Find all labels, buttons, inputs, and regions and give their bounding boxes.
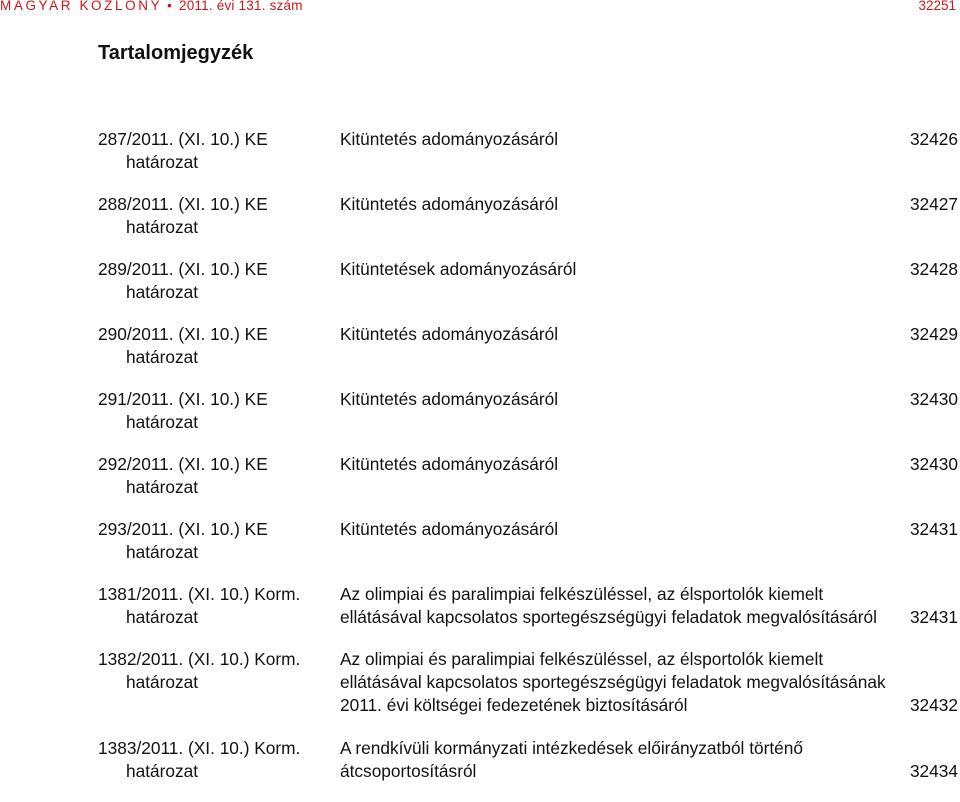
toc-entry[interactable] (0, 193, 960, 239)
entry-page[interactable]: 32430 (909, 389, 958, 409)
entry-type: határozat (126, 282, 199, 302)
entry-title[interactable]: Az olimpiai és paralimpiai felkészüléssel, az élsportolók kiemelt ellátásával kapcsolatos sportegészségügyi feladatok megvalósításáról (340, 584, 877, 627)
entry-title[interactable]: Kitüntetések adományozásáról (340, 259, 577, 279)
entry-page[interactable]: 32428 (909, 259, 958, 279)
entry-number: 293/2011. (XI. 10.) KE (98, 519, 268, 539)
page-header (0, 0, 960, 14)
entry-type: határozat (126, 607, 199, 627)
entry-reference (98, 453, 328, 499)
entry-reference (98, 258, 328, 304)
entry-type: határozat (126, 542, 199, 562)
entry-reference (98, 193, 328, 239)
entry-number: 291/2011. (XI. 10.) KE (98, 389, 268, 409)
entry-title[interactable]: Kitüntetés adományozásáról (340, 129, 559, 149)
entry-page[interactable]: 32429 (909, 324, 958, 344)
entry-title[interactable]: Kitüntetés adományozásáról (340, 389, 559, 409)
toc-entry[interactable] (0, 648, 960, 717)
entry-number: 1383/2011. (XI. 10.) Korm. (98, 738, 301, 758)
entry-page[interactable]: 32432 (909, 695, 958, 715)
issue-label: 2011. évi 131. szám (179, 0, 303, 13)
entry-type: határozat (126, 347, 199, 367)
entry-reference (98, 648, 328, 694)
entry-page[interactable]: 32431 (909, 519, 958, 539)
entry-type: határozat (126, 761, 199, 781)
entry-title[interactable]: Kitüntetés adományozásáról (340, 519, 559, 539)
entry-reference (98, 518, 328, 564)
entry-type: határozat (126, 477, 199, 497)
entry-reference (98, 323, 328, 369)
entry-type: határozat (126, 217, 199, 237)
entry-type: határozat (126, 412, 199, 432)
running-head (0, 0, 303, 13)
entry-reference (98, 388, 328, 434)
entry-reference (98, 128, 328, 174)
entry-number: 287/2011. (XI. 10.) KE (98, 129, 268, 149)
entry-number: 288/2011. (XI. 10.) KE (98, 194, 268, 214)
entry-title[interactable]: Kitüntetés adományozásáról (340, 194, 559, 214)
toc-entry[interactable] (0, 128, 960, 174)
entry-reference (98, 583, 328, 629)
entry-number: 289/2011. (XI. 10.) KE (98, 259, 268, 279)
toc-entry[interactable] (0, 583, 960, 629)
entry-title[interactable]: A rendkívüli kormányzati intézkedések előirányzatból történő átcsoportosításról (340, 738, 803, 781)
entry-type: határozat (126, 672, 199, 692)
entry-reference (98, 737, 328, 783)
entry-number: 1381/2011. (XI. 10.) Korm. (98, 584, 301, 604)
entry-number: 290/2011. (XI. 10.) KE (98, 324, 268, 344)
toc-entry[interactable] (0, 518, 960, 564)
toc-entry[interactable] (0, 737, 960, 783)
entry-title[interactable]: Kitüntetés adományozásáról (340, 454, 559, 474)
entry-page[interactable]: 32430 (909, 454, 958, 474)
toc-title: Tartalomjegyzék (98, 42, 254, 64)
toc-entry[interactable] (0, 258, 960, 304)
entry-title[interactable]: Az olimpiai és paralimpiai felkészüléssel, az élsportolók kiemelt ellátásával kapcsolatos sportegészségügyi feladatok megvalósításának 2011. évi költségei fedezetének biztosításáról (340, 649, 886, 715)
entry-type: határozat (126, 152, 199, 172)
entry-page[interactable]: 32427 (909, 194, 958, 214)
entry-number: 1382/2011. (XI. 10.) Korm. (98, 649, 301, 669)
toc-entry[interactable] (0, 388, 960, 434)
entry-number: 292/2011. (XI. 10.) KE (98, 454, 268, 474)
entry-page[interactable]: 32431 (909, 607, 958, 627)
page-number: 32251 (918, 0, 956, 13)
table-of-contents (0, 128, 960, 802)
entry-page[interactable]: 32426 (909, 129, 958, 149)
toc-entry[interactable] (0, 323, 960, 369)
bullet-separator: • (167, 0, 173, 13)
toc-entry[interactable] (0, 453, 960, 499)
entry-page[interactable]: 32434 (909, 761, 958, 781)
entry-title[interactable]: Kitüntetés adományozásáról (340, 324, 559, 344)
journal-name: MAGYAR KÖZLÖNY (0, 0, 163, 13)
